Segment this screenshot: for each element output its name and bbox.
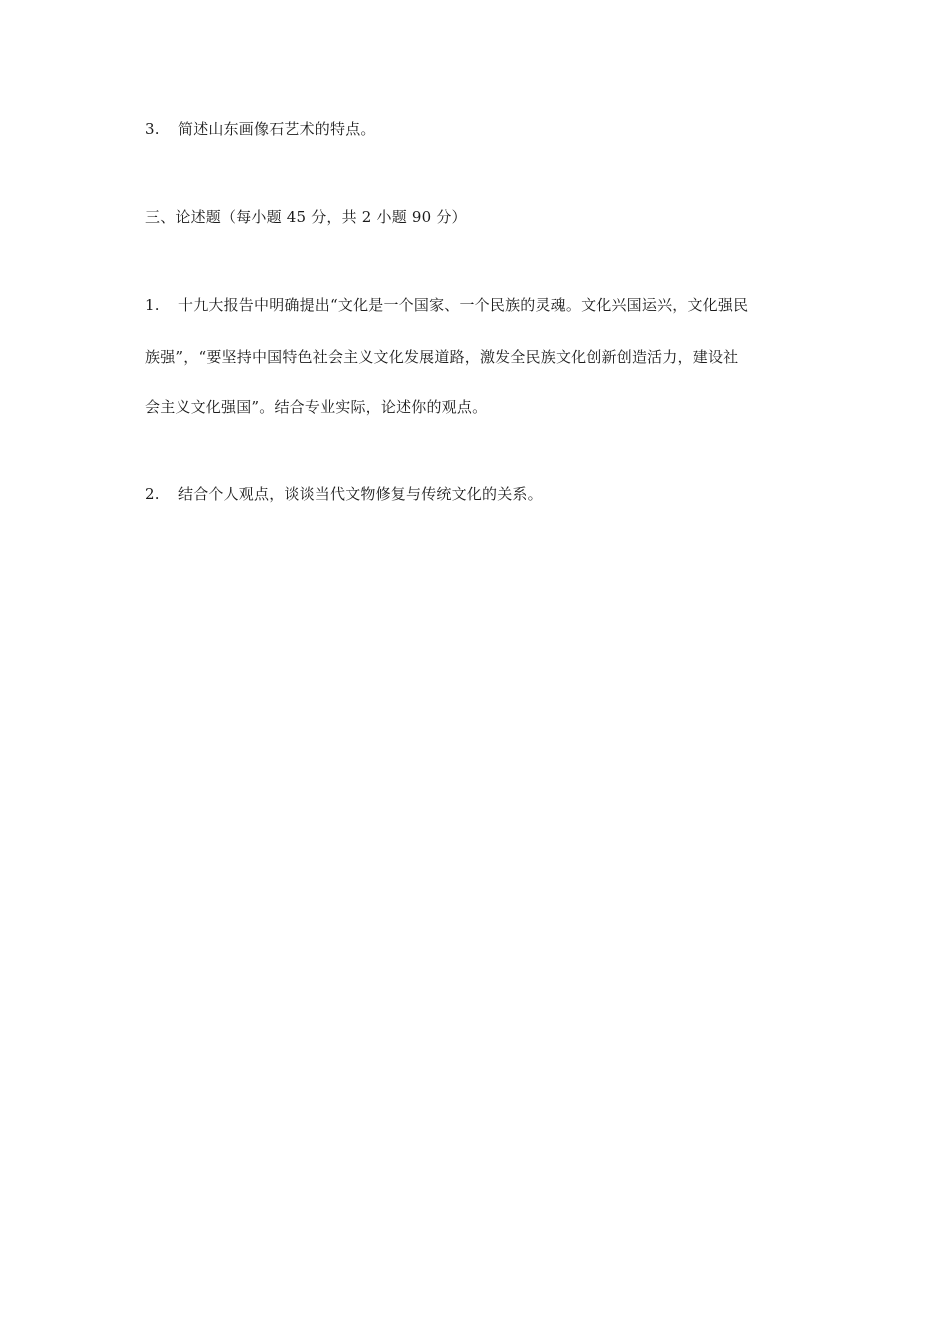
essay-question-1-line-3: 会主义文化强国”。结合专业实际，论述你的观点。 bbox=[145, 398, 488, 416]
essay-question-1-line-1 bbox=[145, 294, 748, 316]
question-text: 简述山东画像石艺术的特点。 bbox=[178, 120, 376, 138]
question-number: 1. bbox=[145, 296, 160, 314]
section-heading: 三、论述题（每小题 45 分，共 2 小题 90 分） bbox=[145, 208, 467, 226]
question-text: 结合个人观点，谈谈当代文物修复与传统文化的关系。 bbox=[178, 485, 543, 503]
question-number: 3. bbox=[145, 120, 160, 138]
essay-question-2 bbox=[145, 483, 543, 505]
question-number: 2. bbox=[145, 485, 160, 503]
question-3 bbox=[145, 118, 376, 140]
question-text: 十九大报告中明确提出“文化是一个国家、一个民族的灵魂。文化兴国运兴，文化强民 bbox=[178, 296, 749, 314]
essay-question-1-line-2: 族强”，“要坚持中国特色社会主义文化发展道路，激发全民族文化创新创造活力，建设社 bbox=[145, 348, 739, 366]
